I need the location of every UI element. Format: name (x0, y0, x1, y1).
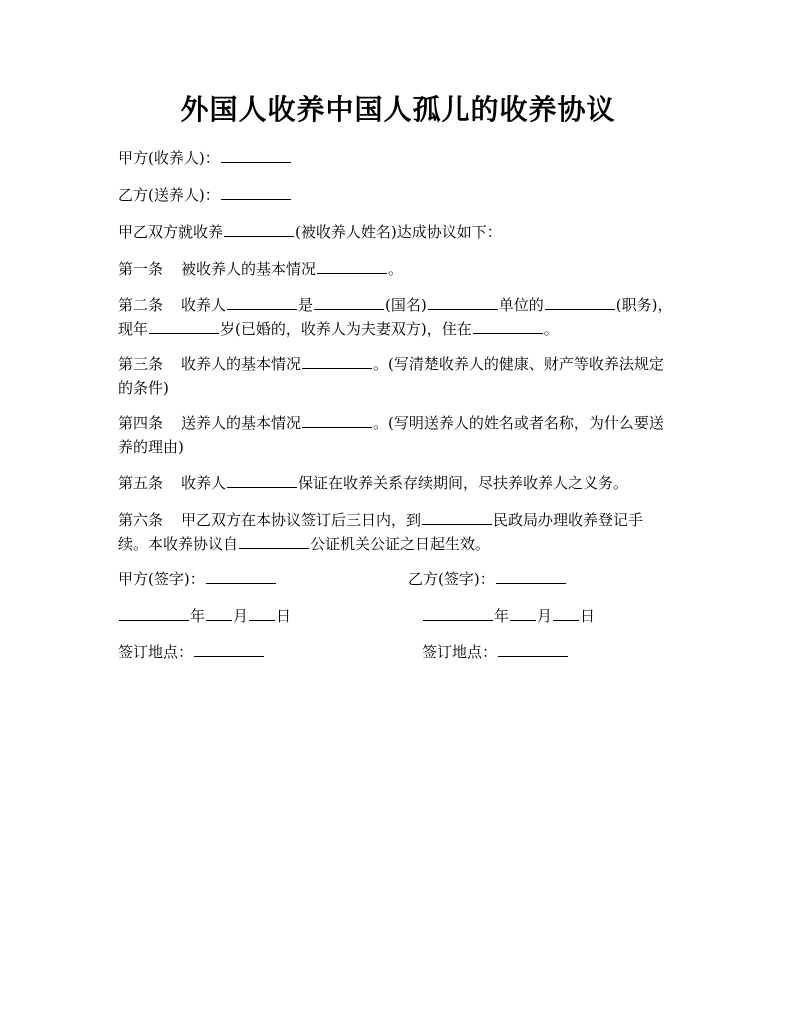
article-6-heading: 第六条 (118, 511, 164, 529)
party-a-line (118, 146, 690, 170)
article-1-blank[interactable] (317, 257, 387, 274)
article-6 (118, 508, 690, 556)
article-4-blank[interactable] (302, 411, 372, 428)
party-a-year-blank[interactable] (119, 604, 189, 621)
article-3-rest-1: 。(写清楚收养人的健康、财产等收养法规定 (373, 355, 664, 373)
article-5-heading: 第五条 (118, 474, 164, 492)
adopter-name-blank[interactable] (227, 293, 297, 310)
party-b-year-blank[interactable] (423, 604, 493, 621)
country-blank[interactable] (314, 293, 384, 310)
party-b-label: 乙方(送养人)： (118, 186, 220, 204)
address-blank[interactable] (473, 317, 543, 334)
article-3-text: 收养人的基本情况 (181, 355, 302, 373)
intro-suffix: (被收养人姓名)达成协议如下： (295, 223, 502, 241)
party-b-month-blank[interactable] (510, 604, 536, 621)
party-b-line (118, 183, 690, 207)
party-a-month-label: 月 (233, 607, 249, 625)
article-4-line-2: 养的理由) (118, 438, 184, 456)
article-6-line-1 (118, 508, 690, 532)
article-2-text-d: 单位的 (498, 296, 544, 314)
party-a-year-label: 年 (190, 607, 206, 625)
party-a-blank[interactable] (221, 146, 291, 163)
party-a-date (118, 604, 291, 628)
party-b-day-blank[interactable] (553, 604, 579, 621)
article-6-text-a: 甲乙双方在本协议签订后三日内，到 (181, 511, 422, 529)
party-a-place-blank[interactable] (194, 640, 264, 657)
article-2-text-g: 岁(已婚的，收养人为夫妻双方)，住在 (220, 320, 472, 338)
party-b-blank[interactable] (221, 183, 291, 200)
party-a-day-blank[interactable] (249, 604, 275, 621)
article-6-text-d: 公证机关公证之日起生效。 (310, 535, 491, 553)
article-4-text: 送养人的基本情况 (181, 414, 302, 432)
article-4 (118, 411, 690, 459)
article-4-line-1 (118, 411, 690, 435)
article-2-line-2 (118, 317, 690, 341)
article-5-text-b: 保证在收养关系存续期间，尽扶养收养人之义务。 (298, 474, 629, 492)
article-3-heading: 第三条 (118, 355, 164, 373)
intro-line (118, 220, 690, 244)
party-a-place-label: 签订地点： (118, 643, 194, 661)
party-a-signature (118, 567, 277, 591)
position-blank[interactable] (545, 293, 615, 310)
article-3-blank[interactable] (302, 352, 372, 369)
article-2-heading: 第二条 (118, 296, 164, 314)
article-5-text-a: 收养人 (181, 474, 227, 492)
adoptee-name-blank[interactable] (224, 220, 294, 237)
article-6-text-b: 民政局办理收养登记手 (493, 511, 644, 529)
notary-office-blank[interactable] (239, 532, 309, 549)
article-3-line-1 (118, 352, 690, 376)
age-blank[interactable] (149, 317, 219, 334)
article-2 (118, 293, 690, 341)
article-6-line-2 (118, 532, 690, 556)
article-2-text-b: 是 (298, 296, 314, 314)
article-3 (118, 352, 690, 400)
article-4-rest-1: 。(写明送养人的姓名或者名称，为什么要送 (373, 414, 664, 432)
article-5-blank[interactable] (227, 471, 297, 488)
party-a-sign-label: 甲方(签字)： (118, 570, 205, 588)
employer-blank[interactable] (428, 293, 498, 310)
party-a-day-label: 日 (276, 607, 292, 625)
article-1-heading: 第一条 (118, 260, 164, 278)
party-b-sign-label: 乙方(签字)： (408, 570, 495, 588)
party-b-signature (408, 567, 567, 591)
party-b-place (422, 640, 569, 664)
party-b-sign-blank[interactable] (496, 567, 566, 584)
party-b-month-label: 月 (537, 607, 553, 625)
article-1-end: 。 (388, 260, 404, 278)
party-a-month-blank[interactable] (206, 604, 232, 621)
article-2-line-1 (118, 293, 690, 317)
article-2-text-f: 现年 (118, 320, 149, 338)
intro-prefix: 甲乙双方就收养 (118, 223, 224, 241)
party-a-sign-blank[interactable] (206, 567, 276, 584)
civil-affairs-bureau-blank[interactable] (422, 508, 492, 525)
article-4-heading: 第四条 (118, 414, 164, 432)
article-1-text: 被收养人的基本情况 (181, 260, 317, 278)
article-6-text-c: 续。本收养协议自 (118, 535, 239, 553)
party-a-place (118, 640, 265, 664)
party-b-place-label: 签订地点： (422, 643, 498, 661)
article-5 (118, 471, 690, 495)
document-title: 外国人收养中国人孤儿的收养协议 (180, 93, 616, 126)
party-b-place-blank[interactable] (498, 640, 568, 657)
article-3-line-2: 的条件) (118, 379, 169, 397)
article-2-text-a: 收养人 (181, 296, 227, 314)
party-b-date (422, 604, 595, 628)
article-2-text-e: (职务)， (615, 296, 673, 314)
article-2-text-c: (国名) (385, 296, 427, 314)
article-2-text-h: 。 (543, 320, 559, 338)
party-a-label: 甲方(收养人)： (118, 149, 220, 167)
article-1 (118, 257, 690, 281)
party-b-year-label: 年 (494, 607, 510, 625)
party-b-day-label: 日 (580, 607, 596, 625)
